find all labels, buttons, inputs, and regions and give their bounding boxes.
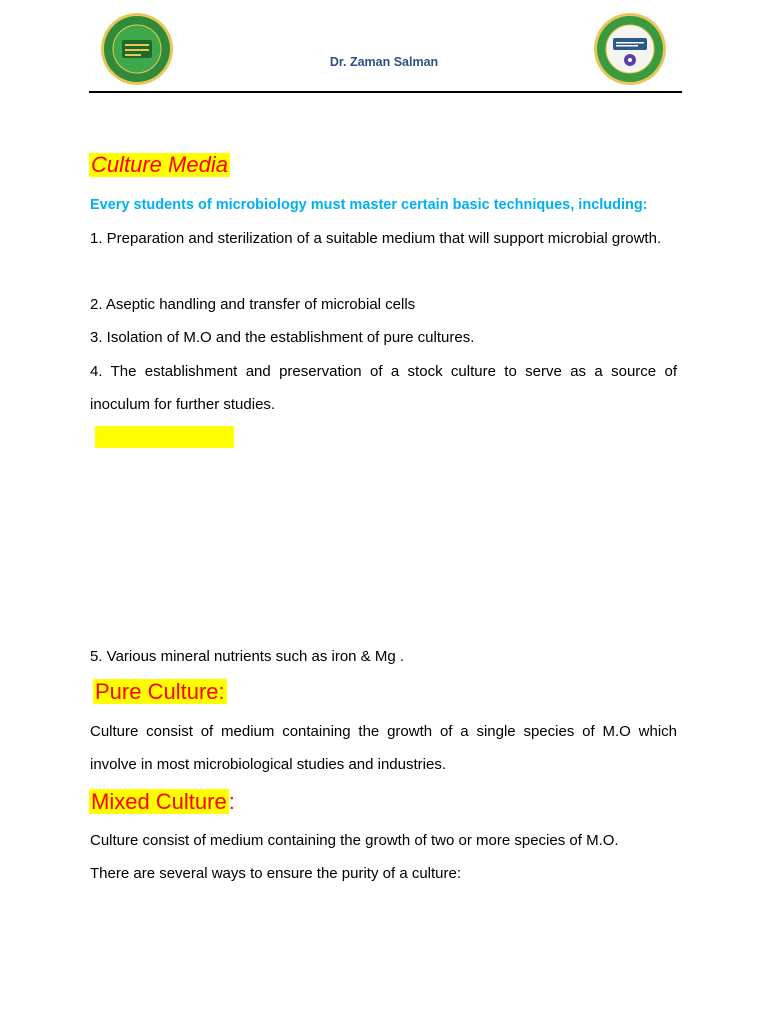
mixed-culture-label: Mixed Culture bbox=[91, 789, 227, 814]
list-item-4: 4. The establishment and preservation of a stock culture to serve as a source of inoculum for further studies. bbox=[90, 363, 677, 413]
header-divider bbox=[89, 91, 682, 93]
list-item-1: 1. Preparation and sterilization of a suitable medium that will support microbial growth. bbox=[90, 230, 662, 247]
section-title-culture-media: Culture Media bbox=[91, 152, 228, 177]
mixed-culture-colon: : bbox=[228, 789, 235, 814]
mixed-culture-body-2: There are several ways to ensure the purity of a culture: bbox=[90, 865, 462, 882]
college-seal-icon bbox=[593, 12, 667, 86]
section-title-pure-culture bbox=[93, 680, 227, 704]
pure-culture-label: Pure Culture bbox=[95, 679, 219, 704]
list-item-5: 5. Various mineral nutrients such as iron & Mg . bbox=[90, 648, 405, 665]
section-title-mixed-culture bbox=[89, 789, 235, 815]
author-name: Dr. Zaman Salman bbox=[329, 55, 439, 69]
list-item-2: 2. Aseptic handling and transfer of microbial cells bbox=[90, 296, 416, 313]
intro-text: Every students of microbiology must master certain basic techniques, including: bbox=[90, 197, 648, 213]
university-seal-icon bbox=[100, 12, 174, 86]
pure-culture-body: Culture consist of medium containing the growth of a single species of M.O which involve in most microbiological studies and industries. bbox=[90, 723, 677, 773]
empty-highlight-block bbox=[95, 426, 234, 448]
list-item-3: 3. Isolation of M.O and the establishment of pure cultures. bbox=[90, 329, 475, 346]
pure-culture-colon: : bbox=[218, 679, 225, 704]
mixed-culture-body-1: Culture consist of medium containing the growth of two or more species of M.O. bbox=[90, 832, 619, 849]
